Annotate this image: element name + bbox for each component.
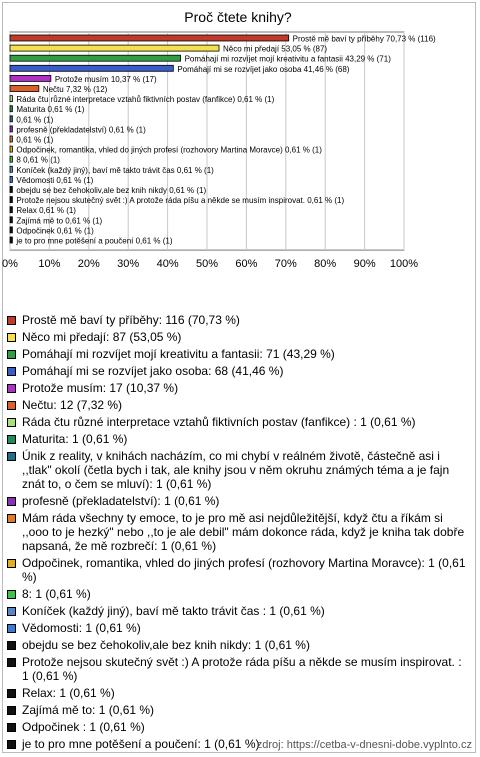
legend-label: Vědomosti: 1 (0,61 %) xyxy=(22,621,141,635)
legend-swatch xyxy=(7,740,16,749)
legend-swatch xyxy=(7,658,16,667)
legend-label: Pomáhají mi rozvíjet mojí kreativitu a fantasii: 71 (43,29 %) xyxy=(22,347,335,361)
legend-label: 8: 1 (0,61 %) xyxy=(22,587,91,601)
legend-swatch xyxy=(7,514,16,523)
bar-label: Pomáhají mi se rozvíjet jako osoba 41,46 % (68) xyxy=(177,64,350,74)
legend-swatch xyxy=(7,316,16,325)
legend-item xyxy=(7,604,469,618)
bar-label: je to pro mne potěšení a poučení 0,61 % (1) xyxy=(16,236,173,246)
legend-label: Odpočinek : 1 (0,61 %) xyxy=(22,720,145,734)
x-tick-label: 20% xyxy=(77,258,100,271)
bar xyxy=(10,75,51,81)
legend-swatch xyxy=(7,452,16,461)
bar xyxy=(10,35,289,41)
legend-swatch xyxy=(7,607,16,616)
chart-legend xyxy=(7,313,469,754)
legend-item xyxy=(7,621,469,635)
legend-item xyxy=(7,686,469,700)
x-tick-label: 40% xyxy=(156,258,179,271)
source-credit: zdroj: https://cetba-v-dnesni-dobe.vyplnto.cz xyxy=(256,739,472,751)
bar-label: Odpočinek 0,61 % (1) xyxy=(16,226,94,236)
legend-label: Protože musím: 17 (10,37 %) xyxy=(22,381,179,395)
legend-item xyxy=(7,556,469,584)
x-tick-label: 60% xyxy=(235,258,258,271)
legend-label: Únik z reality, v knihách nacházím, co mi chybí v reálném životě, částečně asi i ,,tlak" okolí (četla bych i tak, ale knihy jsou v něm okruhu známých téma a je fajn znát to, o čem se mluví): 1 (0,61 %) xyxy=(22,449,450,491)
bar-label: Maturita 0,61 % (1) xyxy=(16,105,85,115)
legend-swatch xyxy=(7,367,16,376)
bar xyxy=(10,176,12,182)
legend-label: Relax: 1 (0,61 %) xyxy=(22,686,115,700)
bar-label: Ráda čtu různé interpretace vztahů fiktivních postav (fanfikce) 0,61 % (1) xyxy=(16,95,275,105)
bar xyxy=(10,96,12,102)
legend-item xyxy=(7,432,469,446)
legend-swatch xyxy=(7,384,16,393)
legend-swatch xyxy=(7,590,16,599)
bar-label: obejdu se bez čehokoliv,ale bez knih nikdy 0,61 % (1) xyxy=(16,186,207,195)
bar-label: 0,61 % (1) xyxy=(16,115,54,125)
bar xyxy=(10,55,181,61)
x-tick-label: 50% xyxy=(195,258,219,271)
legend-swatch xyxy=(7,418,16,427)
bar-label: profesně (překladatelství) 0,61 % (1) xyxy=(16,125,146,135)
bar xyxy=(10,207,12,213)
legend-label: Mám ráda všechny ty emoce, to je pro mě asi nejdůležitější, když čtu a říkám si ,,ooo to je hezký" nebo ,,to je ale debil" mám dokonce ráda, když je kniha tak dobře napsaná, že mě rozbrečí: 1 (0,61 %) xyxy=(22,511,465,553)
bar-label: Relax 0,61 % (1) xyxy=(16,206,76,216)
bar xyxy=(10,166,12,172)
legend-swatch xyxy=(7,689,16,698)
bar xyxy=(10,126,12,132)
legend-item xyxy=(7,364,469,378)
bar xyxy=(10,156,12,162)
legend-label: Koníček (každý jiný), baví mě takto trávit čas : 1 (0,61 %) xyxy=(22,604,325,618)
bar-label: Nečtu 7,32 % (12) xyxy=(42,85,108,94)
legend-label: Nečtu: 12 (7,32 %) xyxy=(22,398,123,412)
bar xyxy=(10,197,12,203)
legend-item xyxy=(7,330,469,344)
bar-label: Protože nejsou skutečný svět :) A protože ráda píšu a někde se musím inspirovat. 0,61 % (1) xyxy=(16,196,345,206)
x-tick-label: 0% xyxy=(2,258,18,271)
legend-label: Ráda čtu různé interpretace vztahů fiktivních postav (fanfikce) : 1 (0,61 %) xyxy=(22,415,416,429)
legend-swatch xyxy=(7,624,16,633)
legend-label: Něco mi předají: 87 (53,05 %) xyxy=(22,330,182,344)
bar xyxy=(10,146,12,152)
bar-label: Vědomosti 0,61 % (1) xyxy=(16,175,94,185)
x-tick-label: 90% xyxy=(353,258,376,271)
legend-item xyxy=(7,638,469,652)
bar xyxy=(10,86,39,92)
legend-item xyxy=(7,415,469,429)
legend-item xyxy=(7,703,469,717)
x-tick-label: 10% xyxy=(38,258,61,271)
legend-swatch xyxy=(7,641,16,650)
legend-item xyxy=(7,449,469,491)
legend-swatch xyxy=(7,706,16,715)
bar-label: Protože musím 10,37 % (17) xyxy=(54,74,157,84)
legend-item xyxy=(7,313,469,327)
legend-swatch xyxy=(7,435,16,444)
bar xyxy=(10,106,12,112)
bar xyxy=(10,116,12,122)
bar-label: Koníček (každý jiný), baví mě takto trávit čas 0,61 % (1) xyxy=(16,165,214,175)
legend-swatch xyxy=(7,333,16,342)
bar-label: Něco mi předají 53,05 % (87) xyxy=(223,44,328,54)
bar xyxy=(10,237,12,243)
bar-label: Zajímá mě to 0,61 % (1) xyxy=(16,216,103,226)
bar-label: Prostě mě baví ty příběhy 70,73 % (116) xyxy=(292,34,436,44)
bar xyxy=(10,217,12,223)
legend-item xyxy=(7,347,469,361)
x-tick-label: 100% xyxy=(389,258,419,271)
legend-swatch xyxy=(7,401,16,410)
legend-label: Prostě mě baví ty příběhy: 116 (70,73 %) xyxy=(22,313,240,327)
x-tick-label: 70% xyxy=(274,258,297,271)
legend-label: Protože nejsou skutečný svět :) A protože ráda píšu a někde se musím inspirovat. : 1 (0,61 %) xyxy=(22,655,462,683)
legend-label: Zajímá mě to: 1 (0,61 %) xyxy=(22,703,155,717)
legend-label: Pomáhají mi se rozvíjet jako osoba: 68 (41,46 %) xyxy=(22,364,284,378)
bar-label: Odpočinek, romantika, vhled do jiných profesí (rozhovory Martina Moravce) 0,61 % (1) xyxy=(16,145,322,155)
x-tick-label: 80% xyxy=(314,258,337,271)
chart-title: Proč čtete knihy? xyxy=(184,9,292,25)
bar xyxy=(10,187,12,193)
legend-label: Maturita: 1 (0,61 %) xyxy=(22,432,128,446)
legend-item xyxy=(7,655,469,683)
bar xyxy=(10,65,173,71)
legend-swatch xyxy=(7,723,16,732)
legend-swatch xyxy=(7,559,16,568)
x-tick-label: 30% xyxy=(117,258,140,271)
bar xyxy=(10,45,219,51)
bar-label: 8 0,61 % (1) xyxy=(16,155,60,165)
legend-label: profesně (překladatelství): 1 (0,61 %) xyxy=(22,494,220,508)
legend-item xyxy=(7,720,469,734)
bar xyxy=(10,136,12,142)
bar xyxy=(10,227,12,233)
bar-chart xyxy=(0,0,480,310)
legend-item xyxy=(7,398,469,412)
legend-label: obejdu se bez čehokoliv,ale bez knih nikdy: 1 (0,61 %) xyxy=(22,638,310,652)
legend-swatch xyxy=(7,497,16,506)
legend-item xyxy=(7,494,469,508)
legend-label: je to pro mne potěšení a poučení: 1 (0,61 %) xyxy=(22,737,260,751)
legend-label: Odpočinek, romantika, vhled do jiných profesí (rozhovory Martina Moravce): 1 (0,61 %) xyxy=(22,556,466,584)
legend-item xyxy=(7,587,469,601)
legend-item xyxy=(7,381,469,395)
legend-swatch xyxy=(7,350,16,359)
legend-item xyxy=(7,511,469,553)
bar-label: Pomáhají mi rozvíjet mojí kreativitu a fantasii 43,29 % (71) xyxy=(184,54,391,64)
bar-label: 0,61 % (1) xyxy=(16,135,54,145)
